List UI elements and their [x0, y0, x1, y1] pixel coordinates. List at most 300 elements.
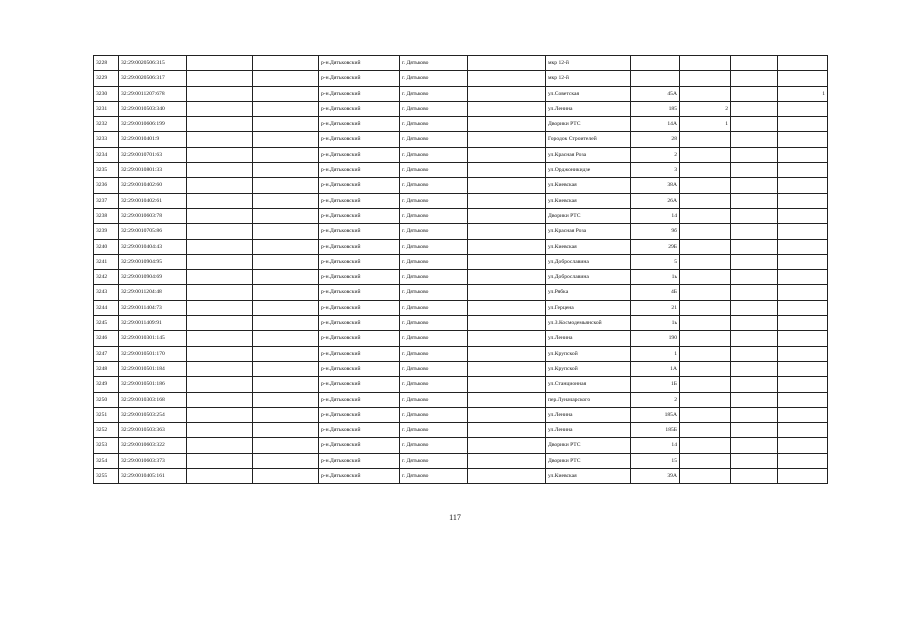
- cadastral-number-cell: 32:29:0010404:43: [119, 239, 187, 254]
- flat-cell: [778, 254, 828, 269]
- empty-cell: [253, 392, 319, 407]
- empty-cell: [468, 239, 546, 254]
- cadastral-number-cell: 32:29:0010801:33: [119, 163, 187, 178]
- empty-cell: [468, 270, 546, 285]
- district-cell: р-н.Дятьковский: [319, 300, 400, 315]
- table-row: [94, 101, 828, 116]
- page-number: 117: [449, 513, 461, 522]
- empty-cell: [187, 285, 253, 300]
- street-cell: ул.Рябка: [546, 285, 631, 300]
- row-number-cell: 3247: [94, 346, 119, 361]
- table-row: [94, 407, 828, 422]
- table-row: [94, 163, 828, 178]
- cadastral-number-cell: 32:29:0020506:315: [119, 56, 187, 71]
- building-cell: [680, 361, 731, 376]
- cadastral-number-cell: 32:29:0010603:373: [119, 453, 187, 468]
- row-number-cell: 3230: [94, 86, 119, 101]
- empty-cell: [187, 117, 253, 132]
- empty-cell: [731, 178, 778, 193]
- district-cell: р-н.Дятьковский: [319, 469, 400, 484]
- flat-cell: [778, 285, 828, 300]
- cadastral-number-cell: 32:29:0011409:91: [119, 316, 187, 331]
- flat-cell: [778, 132, 828, 147]
- building-cell: [680, 469, 731, 484]
- empty-cell: [253, 117, 319, 132]
- row-number-cell: 3248: [94, 361, 119, 376]
- flat-cell: [778, 423, 828, 438]
- street-cell: пер.Луначарского: [546, 392, 631, 407]
- district-cell: р-н.Дятьковский: [319, 239, 400, 254]
- empty-cell: [253, 438, 319, 453]
- empty-cell: [731, 208, 778, 223]
- flat-cell: [778, 300, 828, 315]
- empty-cell: [468, 438, 546, 453]
- building-cell: [680, 407, 731, 422]
- table-row: [94, 316, 828, 331]
- empty-cell: [253, 132, 319, 147]
- district-cell: р-н.Дятьковский: [319, 86, 400, 101]
- empty-cell: [468, 178, 546, 193]
- row-number-cell: 3240: [94, 239, 119, 254]
- city-cell: г. Дятьково: [400, 377, 468, 392]
- building-cell: [680, 346, 731, 361]
- row-number-cell: 3238: [94, 208, 119, 223]
- flat-cell: [778, 71, 828, 86]
- empty-cell: [731, 163, 778, 178]
- table-row: [94, 270, 828, 285]
- table-row: [94, 208, 828, 223]
- empty-cell: [731, 453, 778, 468]
- street-cell: ул.Станционная: [546, 377, 631, 392]
- building-cell: [680, 331, 731, 346]
- house-number-cell: 26А: [631, 193, 680, 208]
- empty-cell: [468, 163, 546, 178]
- empty-cell: [731, 300, 778, 315]
- table-row: [94, 423, 828, 438]
- row-number-cell: 3236: [94, 178, 119, 193]
- building-cell: [680, 316, 731, 331]
- city-cell: г. Дятьково: [400, 208, 468, 223]
- empty-cell: [253, 407, 319, 422]
- empty-cell: [187, 331, 253, 346]
- flat-cell: [778, 270, 828, 285]
- district-cell: р-н.Дятьковский: [319, 423, 400, 438]
- street-cell: ул.Красная Роза: [546, 224, 631, 239]
- empty-cell: [187, 208, 253, 223]
- cadastral-number-cell: 32:29:0010503:340: [119, 101, 187, 116]
- table-row: [94, 56, 828, 71]
- table-row: [94, 453, 828, 468]
- flat-cell: [778, 163, 828, 178]
- city-cell: г. Дятьково: [400, 438, 468, 453]
- house-number-cell: 2: [631, 147, 680, 162]
- cadastral-number-cell: 32:29:0010603:78: [119, 208, 187, 223]
- empty-cell: [253, 178, 319, 193]
- building-cell: [680, 285, 731, 300]
- cadastral-number-cell: 32:29:0010503:363: [119, 423, 187, 438]
- empty-cell: [187, 453, 253, 468]
- house-number-cell: 2: [631, 392, 680, 407]
- empty-cell: [468, 453, 546, 468]
- house-number-cell: 15: [631, 453, 680, 468]
- empty-cell: [253, 300, 319, 315]
- empty-cell: [187, 254, 253, 269]
- row-number-cell: 3250: [94, 392, 119, 407]
- house-number-cell: 28: [631, 132, 680, 147]
- house-number-cell: 185: [631, 101, 680, 116]
- district-cell: р-н.Дятьковский: [319, 270, 400, 285]
- street-cell: ул.Доброславина: [546, 270, 631, 285]
- empty-cell: [731, 361, 778, 376]
- city-cell: г. Дятьково: [400, 163, 468, 178]
- district-cell: р-н.Дятьковский: [319, 285, 400, 300]
- empty-cell: [253, 147, 319, 162]
- empty-cell: [731, 438, 778, 453]
- street-cell: ул.Советская: [546, 86, 631, 101]
- house-number-cell: 39А: [631, 469, 680, 484]
- city-cell: г. Дятьково: [400, 392, 468, 407]
- house-number-cell: 14: [631, 438, 680, 453]
- row-number-cell: 3239: [94, 224, 119, 239]
- empty-cell: [253, 224, 319, 239]
- cadastral-number-cell: 32:29:0010501:170: [119, 346, 187, 361]
- empty-cell: [731, 254, 778, 269]
- building-cell: [680, 208, 731, 223]
- empty-cell: [468, 101, 546, 116]
- building-cell: [680, 239, 731, 254]
- empty-cell: [253, 346, 319, 361]
- table-row: [94, 392, 828, 407]
- flat-cell: [778, 239, 828, 254]
- street-cell: ул.Ленина: [546, 423, 631, 438]
- building-cell: [680, 178, 731, 193]
- row-number-cell: 3244: [94, 300, 119, 315]
- district-cell: р-н.Дятьковский: [319, 407, 400, 422]
- row-number-cell: 3255: [94, 469, 119, 484]
- empty-cell: [253, 101, 319, 116]
- street-cell: ул.Доброславина: [546, 254, 631, 269]
- empty-cell: [253, 239, 319, 254]
- table-body: [94, 56, 828, 484]
- city-cell: г. Дятьково: [400, 469, 468, 484]
- street-cell: мкр 12-й: [546, 56, 631, 71]
- empty-cell: [468, 392, 546, 407]
- empty-cell: [187, 56, 253, 71]
- row-number-cell: 3252: [94, 423, 119, 438]
- empty-cell: [468, 224, 546, 239]
- table-row: [94, 331, 828, 346]
- table-row: [94, 71, 828, 86]
- empty-cell: [253, 193, 319, 208]
- house-number-cell: 4Б: [631, 285, 680, 300]
- table-row: [94, 224, 828, 239]
- empty-cell: [187, 224, 253, 239]
- row-number-cell: 3242: [94, 270, 119, 285]
- street-cell: Дворики РТС: [546, 117, 631, 132]
- empty-cell: [187, 239, 253, 254]
- row-number-cell: 3232: [94, 117, 119, 132]
- row-number-cell: 3245: [94, 316, 119, 331]
- empty-cell: [187, 71, 253, 86]
- empty-cell: [187, 270, 253, 285]
- empty-cell: [253, 423, 319, 438]
- empty-cell: [731, 56, 778, 71]
- house-number-cell: 3: [631, 163, 680, 178]
- row-number-cell: 3241: [94, 254, 119, 269]
- cadastral-number-cell: 32:29:0011207:678: [119, 86, 187, 101]
- district-cell: р-н.Дятьковский: [319, 316, 400, 331]
- empty-cell: [253, 453, 319, 468]
- empty-cell: [187, 193, 253, 208]
- empty-cell: [468, 423, 546, 438]
- empty-cell: [187, 346, 253, 361]
- house-number-cell: 1: [631, 346, 680, 361]
- cadastral-number-cell: 32:29:0010904:69: [119, 270, 187, 285]
- flat-cell: [778, 453, 828, 468]
- empty-cell: [731, 71, 778, 86]
- city-cell: г. Дятьково: [400, 346, 468, 361]
- empty-cell: [187, 101, 253, 116]
- flat-cell: [778, 438, 828, 453]
- row-number-cell: 3234: [94, 147, 119, 162]
- empty-cell: [253, 285, 319, 300]
- street-cell: ул.Орджоникидзе: [546, 163, 631, 178]
- city-cell: г. Дятьково: [400, 56, 468, 71]
- flat-cell: [778, 346, 828, 361]
- cadastral-number-cell: 32:29:0020506:317: [119, 71, 187, 86]
- table-row: [94, 469, 828, 484]
- cadastral-number-cell: 32:29:0010501:186: [119, 377, 187, 392]
- empty-cell: [187, 469, 253, 484]
- house-number-cell: [631, 56, 680, 71]
- city-cell: г. Дятьково: [400, 71, 468, 86]
- street-cell: ул.Красная Роза: [546, 147, 631, 162]
- flat-cell: [778, 101, 828, 116]
- empty-cell: [731, 331, 778, 346]
- table-row: [94, 285, 828, 300]
- empty-cell: [187, 147, 253, 162]
- street-cell: ул.Киевская: [546, 193, 631, 208]
- city-cell: г. Дятьково: [400, 193, 468, 208]
- district-cell: р-н.Дятьковский: [319, 208, 400, 223]
- empty-cell: [187, 392, 253, 407]
- city-cell: г. Дятьково: [400, 361, 468, 376]
- district-cell: р-н.Дятьковский: [319, 101, 400, 116]
- house-number-cell: 9б: [631, 224, 680, 239]
- street-cell: Городок Строителей: [546, 132, 631, 147]
- city-cell: г. Дятьково: [400, 254, 468, 269]
- flat-cell: [778, 331, 828, 346]
- street-cell: ул.Киевская: [546, 239, 631, 254]
- empty-cell: [468, 254, 546, 269]
- street-cell: Дворики РТС: [546, 453, 631, 468]
- city-cell: г. Дятьково: [400, 224, 468, 239]
- empty-cell: [253, 163, 319, 178]
- building-cell: [680, 224, 731, 239]
- cadastral-number-cell: 32:29:0010402:61: [119, 193, 187, 208]
- cadastral-number-cell: 32:29:0010301:145: [119, 331, 187, 346]
- empty-cell: [468, 285, 546, 300]
- district-cell: р-н.Дятьковский: [319, 117, 400, 132]
- street-cell: Дворики РТС: [546, 208, 631, 223]
- flat-cell: [778, 224, 828, 239]
- city-cell: г. Дятьково: [400, 407, 468, 422]
- empty-cell: [187, 163, 253, 178]
- house-number-cell: 14А: [631, 117, 680, 132]
- cadastral-number-cell: 32:29:0010904:95: [119, 254, 187, 269]
- empty-cell: [731, 132, 778, 147]
- district-cell: р-н.Дятьковский: [319, 392, 400, 407]
- district-cell: р-н.Дятьковский: [319, 224, 400, 239]
- street-cell: ул.Крупской: [546, 346, 631, 361]
- district-cell: р-н.Дятьковский: [319, 147, 400, 162]
- street-cell: ул.Киевская: [546, 469, 631, 484]
- empty-cell: [731, 239, 778, 254]
- cadastral-number-cell: 32:29:0010606:199: [119, 117, 187, 132]
- district-cell: р-н.Дятьковский: [319, 331, 400, 346]
- table-row: [94, 438, 828, 453]
- flat-cell: [778, 56, 828, 71]
- street-cell: ул.Крупской: [546, 361, 631, 376]
- empty-cell: [468, 361, 546, 376]
- row-number-cell: 3228: [94, 56, 119, 71]
- empty-cell: [731, 224, 778, 239]
- empty-cell: [187, 300, 253, 315]
- city-cell: г. Дятьково: [400, 239, 468, 254]
- city-cell: г. Дятьково: [400, 300, 468, 315]
- city-cell: г. Дятьково: [400, 453, 468, 468]
- house-number-cell: 185Б: [631, 423, 680, 438]
- building-cell: [680, 453, 731, 468]
- cadastral-number-cell: 32:29:0011204:48: [119, 285, 187, 300]
- table-row: [94, 147, 828, 162]
- empty-cell: [253, 270, 319, 285]
- house-number-cell: 21: [631, 300, 680, 315]
- flat-cell: [778, 392, 828, 407]
- table-row: [94, 346, 828, 361]
- empty-cell: [187, 86, 253, 101]
- flat-cell: [778, 361, 828, 376]
- flat-cell: [778, 407, 828, 422]
- empty-cell: [253, 316, 319, 331]
- street-cell: Дворики РТС: [546, 438, 631, 453]
- empty-cell: [731, 86, 778, 101]
- flat-cell: [778, 316, 828, 331]
- empty-cell: [468, 193, 546, 208]
- district-cell: р-н.Дятьковский: [319, 163, 400, 178]
- house-number-cell: 1ь: [631, 316, 680, 331]
- empty-cell: [187, 407, 253, 422]
- city-cell: г. Дятьково: [400, 270, 468, 285]
- property-register-table: [93, 55, 828, 484]
- building-cell: [680, 377, 731, 392]
- building-cell: [680, 71, 731, 86]
- cadastral-number-cell: 32:29:0010603:322: [119, 438, 187, 453]
- empty-cell: [468, 346, 546, 361]
- house-number-cell: 185А: [631, 407, 680, 422]
- row-number-cell: 3249: [94, 377, 119, 392]
- empty-cell: [468, 316, 546, 331]
- building-cell: [680, 193, 731, 208]
- empty-cell: [468, 208, 546, 223]
- city-cell: г. Дятьково: [400, 178, 468, 193]
- house-number-cell: 1Б: [631, 377, 680, 392]
- row-number-cell: 3246: [94, 331, 119, 346]
- building-cell: [680, 147, 731, 162]
- row-number-cell: 3229: [94, 71, 119, 86]
- empty-cell: [731, 147, 778, 162]
- empty-cell: [468, 300, 546, 315]
- row-number-cell: 3237: [94, 193, 119, 208]
- table-row: [94, 86, 828, 101]
- district-cell: р-н.Дятьковский: [319, 453, 400, 468]
- city-cell: г. Дятьково: [400, 285, 468, 300]
- flat-cell: [778, 469, 828, 484]
- district-cell: р-н.Дятьковский: [319, 254, 400, 269]
- house-number-cell: 5: [631, 254, 680, 269]
- empty-cell: [187, 423, 253, 438]
- empty-cell: [731, 193, 778, 208]
- empty-cell: [187, 178, 253, 193]
- city-cell: г. Дятьково: [400, 86, 468, 101]
- street-cell: ул.Ленина: [546, 407, 631, 422]
- table-row: [94, 117, 828, 132]
- empty-cell: [187, 316, 253, 331]
- building-cell: [680, 132, 731, 147]
- district-cell: р-н.Дятьковский: [319, 178, 400, 193]
- street-cell: ул.З.Космодемьянской: [546, 316, 631, 331]
- building-cell: [680, 423, 731, 438]
- empty-cell: [731, 285, 778, 300]
- city-cell: г. Дятьково: [400, 316, 468, 331]
- street-cell: мкр 12-й: [546, 71, 631, 86]
- street-cell: ул.Ленина: [546, 101, 631, 116]
- building-cell: [680, 56, 731, 71]
- empty-cell: [187, 438, 253, 453]
- house-number-cell: 14: [631, 208, 680, 223]
- table-row: [94, 254, 828, 269]
- house-number-cell: 29Б: [631, 239, 680, 254]
- street-cell: ул.Герцена: [546, 300, 631, 315]
- city-cell: г. Дятьково: [400, 147, 468, 162]
- flat-cell: [778, 208, 828, 223]
- empty-cell: [253, 86, 319, 101]
- building-cell: [680, 86, 731, 101]
- table-row: [94, 300, 828, 315]
- district-cell: р-н.Дятьковский: [319, 361, 400, 376]
- row-number-cell: 3254: [94, 453, 119, 468]
- district-cell: р-н.Дятьковский: [319, 377, 400, 392]
- house-number-cell: 190: [631, 331, 680, 346]
- row-number-cell: 3243: [94, 285, 119, 300]
- table-row: [94, 239, 828, 254]
- flat-cell: 1: [778, 86, 828, 101]
- house-number-cell: 38А: [631, 178, 680, 193]
- building-cell: 2: [680, 101, 731, 116]
- row-number-cell: 3251: [94, 407, 119, 422]
- empty-cell: [731, 392, 778, 407]
- house-number-cell: 1А: [631, 361, 680, 376]
- street-cell: ул.Киевская: [546, 178, 631, 193]
- flat-cell: [778, 178, 828, 193]
- building-cell: [680, 163, 731, 178]
- building-cell: 1: [680, 117, 731, 132]
- empty-cell: [253, 469, 319, 484]
- empty-cell: [468, 147, 546, 162]
- house-number-cell: 45А: [631, 86, 680, 101]
- district-cell: р-н.Дятьковский: [319, 346, 400, 361]
- district-cell: р-н.Дятьковский: [319, 132, 400, 147]
